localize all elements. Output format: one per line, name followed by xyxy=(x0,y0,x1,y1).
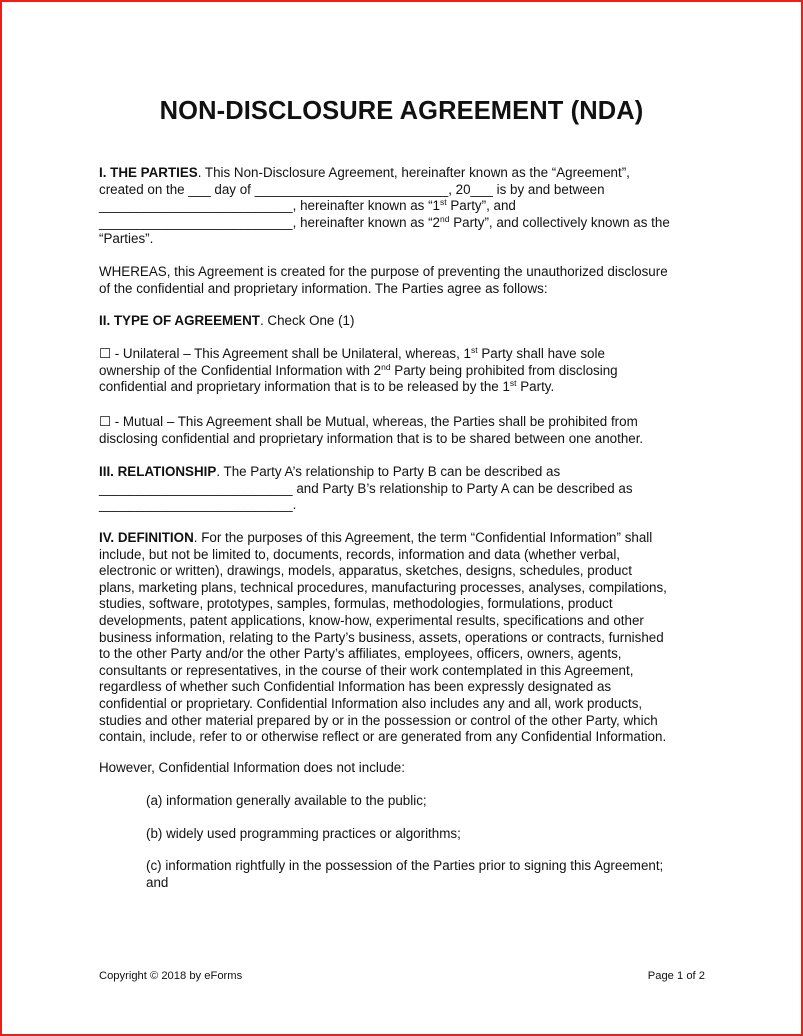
mutual-line-1: ☐ - Mutual – This Agreement shall be Mutual, whereas, the Parties shall be prohibited from xyxy=(99,414,638,429)
definition-line: to the other Party and/or the other Party’s affiliates, employees, officers, owners, agents, xyxy=(99,646,622,662)
parties-line-1 xyxy=(99,165,711,182)
unilateral-line-2 xyxy=(99,363,711,380)
type-heading: II. TYPE OF AGREEMENT xyxy=(99,313,260,328)
type-text: . Check One (1) xyxy=(259,313,355,328)
section-type xyxy=(99,313,711,330)
parties-line-4 xyxy=(99,215,711,232)
unilateral-line-2a: ownership of the Confidential Information with 2 xyxy=(99,362,382,378)
whereas-line-2: of the confidential and proprietary information. The Parties agree as follows: xyxy=(99,280,548,296)
parties-line-3 xyxy=(99,198,711,215)
unilateral-line-2-sup: nd xyxy=(381,361,391,372)
relationship-line-3: __________________________. xyxy=(99,497,297,513)
definition-line: plans, marketing plans, technical procedures, manufacturing processes, analyses, compilations, xyxy=(99,579,667,595)
parties-line-3-sup: st xyxy=(440,197,447,208)
definition-line: regardless of whether such Confidential Information has been expressly designated as xyxy=(99,679,612,695)
whereas-line-1: WHEREAS, this Agreement is created for the purpose of preventing the unauthorized disclosure xyxy=(99,264,668,279)
parties-line-4-sup: nd xyxy=(440,213,450,224)
definition-line: consultants or representatives, in the course of their work contemplated in this Agreement, xyxy=(99,662,634,678)
unilateral-line-3-sup: st xyxy=(509,378,517,389)
definition-line: electronic or written), drawings, models, apparatus, sketches, designs, schedules, product xyxy=(99,563,632,579)
exclusion-item-c-line-1: (c) information rightfully in the possession of the Parties prior to signing this Agreement; xyxy=(146,858,664,873)
exclusion-item-a: (a) information generally available to the public; xyxy=(146,793,427,808)
definition-line: confidential or proprietary. Confidential Information also includes any and all, work products, xyxy=(99,695,643,711)
section-definition xyxy=(99,530,711,746)
parties-line-4b: Party”, and collectively known as the xyxy=(449,214,670,230)
footer-page-number: Page 1 of 2 xyxy=(647,970,705,982)
exclusion-item-b: (b) widely used programming practices or algorithms; xyxy=(146,826,461,841)
unilateral-line-3b: Party. xyxy=(516,379,555,395)
definition-line: business information, relating to the Party’s business, assets, operations or contracts, furnished xyxy=(99,629,664,645)
section-relationship xyxy=(99,464,711,514)
parties-line-2: created on the ___ day of __________________________, 20___ is by and between xyxy=(99,181,605,197)
parties-line-3a: __________________________, hereinafter known as “1 xyxy=(99,198,441,214)
unilateral-line-1 xyxy=(99,346,711,363)
unilateral-line-1a: ☐ - Unilateral – This Agreement shall be Unilateral, whereas, 1 xyxy=(99,346,471,361)
option-unilateral[interactable] xyxy=(99,346,711,396)
unilateral-line-1-sup: st xyxy=(471,345,478,355)
definition-line: studies and other material prepared by or in the possession or control of the other Party, which xyxy=(99,712,658,728)
parties-line-5: “Parties”. xyxy=(99,231,154,247)
relationship-line-2: __________________________ and Party B’s relationship to Party A can be described as xyxy=(99,480,633,496)
document-page xyxy=(99,0,711,1036)
unilateral-line-2b: Party being prohibited from disclosing xyxy=(390,362,618,378)
relationship-line-1 xyxy=(99,464,711,481)
section-whereas xyxy=(99,264,711,297)
definition-heading: IV. DEFINITION xyxy=(99,530,194,545)
parties-line-3b: Party”, and xyxy=(446,198,516,214)
exclusions-intro: However, Confidential Information does not include: xyxy=(99,760,405,775)
definition-line-1 xyxy=(99,530,711,547)
parties-line-1-text: . This Non-Disclosure Agreement, hereinafter known as the “Agreement”, xyxy=(197,165,630,180)
section-parties xyxy=(99,165,711,248)
unilateral-line-3 xyxy=(99,379,711,396)
option-mutual[interactable] xyxy=(99,414,711,447)
definition-line: contain, include, refer to or otherwise reflect or are generated from any Confidential Information. xyxy=(99,729,667,745)
unilateral-line-1b: Party shall have sole xyxy=(477,346,605,361)
exclusion-item-c xyxy=(146,858,716,891)
document-title: NON-DISCLOSURE AGREEMENT (NDA) xyxy=(159,97,644,125)
exclusion-item-c-line-2: and xyxy=(146,874,169,890)
definition-line: developments, patent applications, know-how, experimental results, specifications and other xyxy=(99,612,644,628)
relationship-line-1-text: . The Party A’s relationship to Party B can be described as xyxy=(216,464,561,479)
definition-line: include, but not be limited to, documents, records, information and data (whether verbal, xyxy=(99,546,621,562)
parties-line-4a: __________________________, hereinafter known as “2 xyxy=(99,214,441,230)
parties-heading: I. THE PARTIES xyxy=(99,165,198,180)
footer-copyright: Copyright © 2018 by eForms xyxy=(99,970,243,982)
definition-line-1-text: . For the purposes of this Agreement, the term “Confidential Information” shall xyxy=(193,530,653,545)
definition-line: studies, software, prototypes, samples, formulas, methodologies, formulations, product xyxy=(99,596,613,612)
mutual-line-2: disclosing confidential and proprietary information that is to be shared between one another. xyxy=(99,430,644,446)
relationship-heading: III. RELATIONSHIP xyxy=(99,464,217,479)
unilateral-line-3a: confidential and proprietary information that is to be released by the 1 xyxy=(99,379,510,395)
